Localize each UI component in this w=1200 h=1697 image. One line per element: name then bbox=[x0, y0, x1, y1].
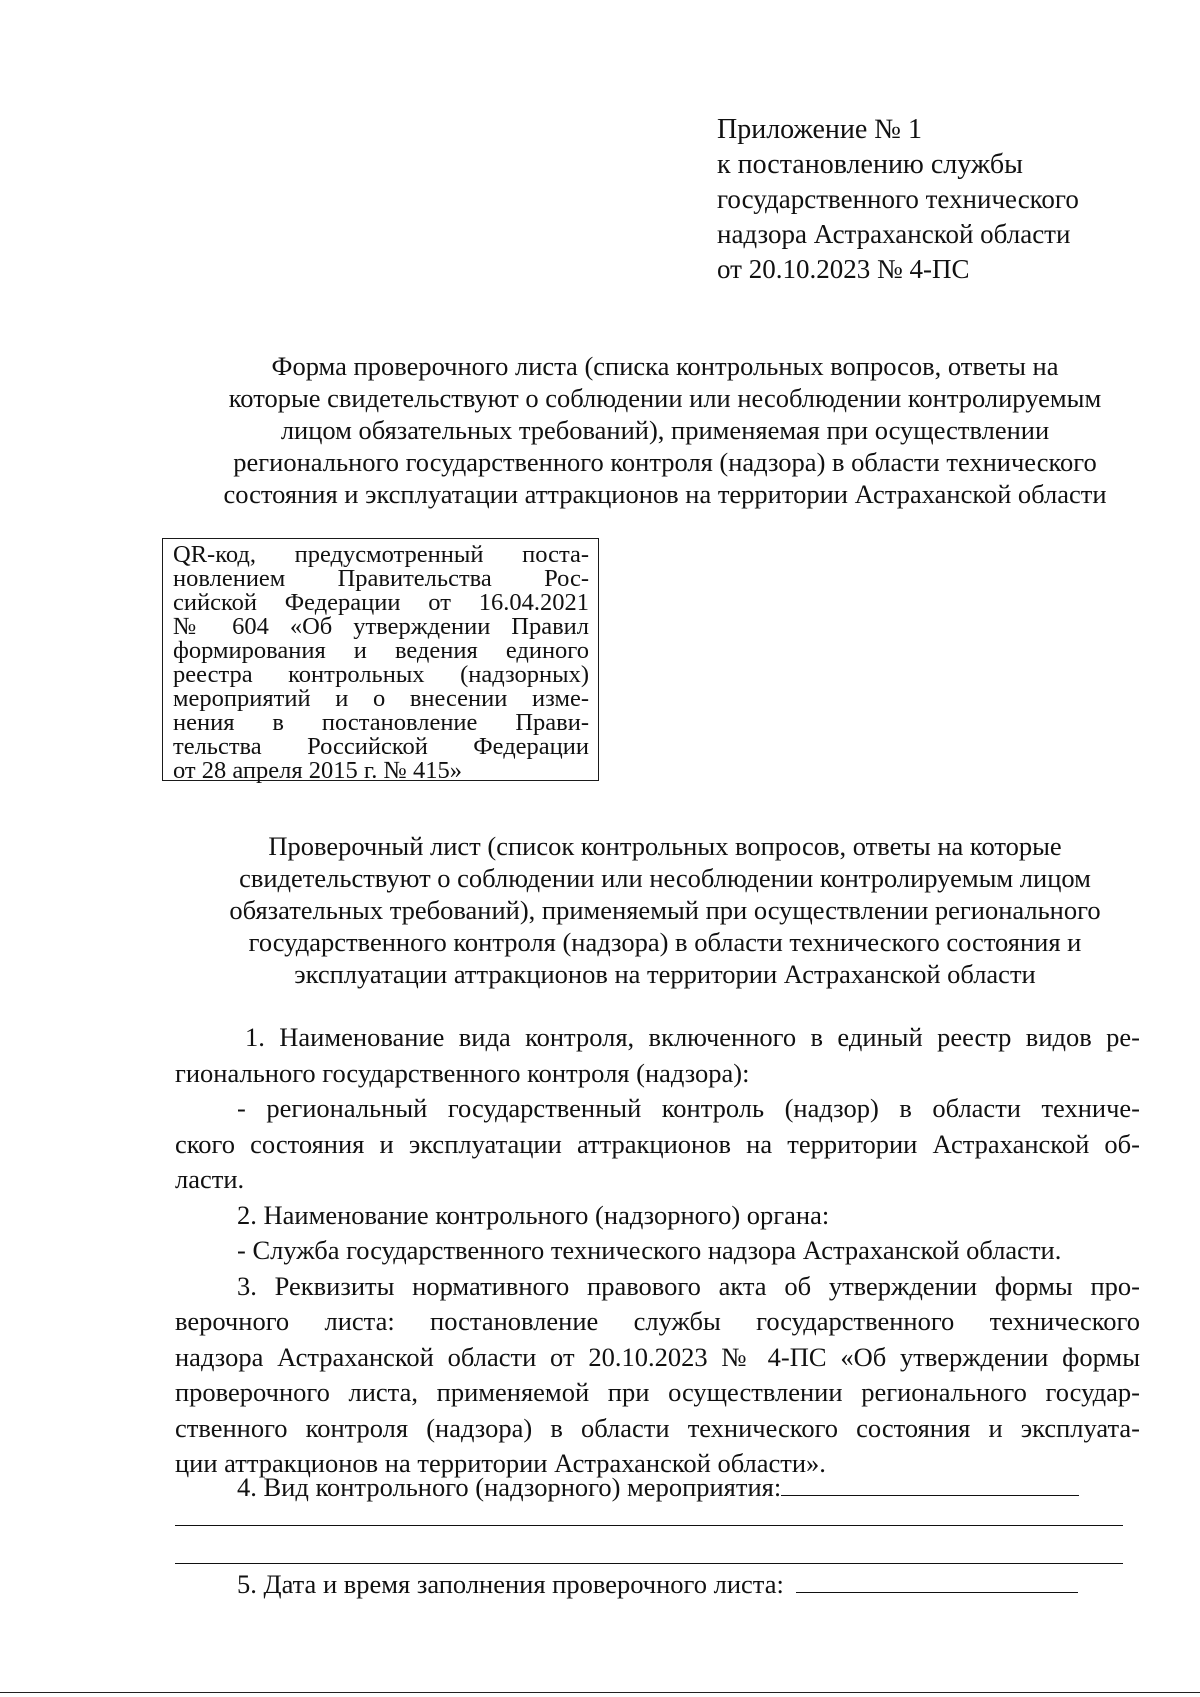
item-3-text: ственного контроля (надзора) в области технического состояния и эксплуата- bbox=[175, 1412, 1140, 1443]
appendix-line-4: надзора Астраханской области bbox=[717, 219, 1071, 249]
qr-box-line: мероприятий и о внесении изме- bbox=[173, 685, 589, 712]
appendix-line-3: государственного технического bbox=[717, 184, 1079, 214]
item-5-row bbox=[237, 1566, 1078, 1602]
item-3-text: 3. Реквизиты нормативного правового акта об утверждении формы про- bbox=[237, 1270, 1140, 1301]
item-1-text: гионального государственного контроля (надзора): bbox=[175, 1057, 750, 1088]
qr-box-line: QR-код, предусмотренный поста- bbox=[173, 541, 589, 568]
form-title bbox=[175, 350, 1155, 510]
checklist-title-line: обязательных требований), применяемый при осуществлении регионального bbox=[229, 895, 1101, 925]
qr-box-line: тельства Российской Федерации bbox=[173, 733, 589, 760]
checklist-title-line: свидетельствуют о соблюдении или несоблюдении контролируемым лицом bbox=[239, 863, 1091, 893]
appendix-date-number: от 20.10.2023 № 4-ПС bbox=[717, 254, 970, 284]
appendix-header bbox=[717, 112, 1157, 287]
checklist-title-line: Проверочный лист (список контрольных вопросов, ответы на которые bbox=[268, 831, 1062, 861]
qr-box-line: нения в постановление Прави- bbox=[173, 709, 589, 736]
item-4-label: 4. Вид контрольного (надзорного) мероприятия: bbox=[237, 1472, 782, 1502]
item-4-row bbox=[237, 1469, 1079, 1505]
form-title-line: Форма проверочного листа (списка контрольных вопросов, ответы на bbox=[271, 351, 1059, 381]
item-3-text: ции аттракционов на территории Астраханской области». bbox=[175, 1448, 826, 1478]
qr-box-line: реестра контрольных (надзорных) bbox=[173, 661, 589, 688]
checklist-title-line: эксплуатации аттракционов на территории Астраханской области bbox=[294, 959, 1036, 989]
item-4-input-line-2[interactable] bbox=[175, 1525, 1123, 1526]
page-bottom-edge bbox=[0, 1692, 1200, 1693]
checklist-body bbox=[175, 1020, 1140, 1482]
checklist-title-line: государственного контроля (надзора) в области технического состояния и bbox=[248, 927, 1082, 957]
form-title-line: состояния и эксплуатации аттракционов на территории Астраханской области bbox=[223, 479, 1107, 509]
item-1-text: 1. Наименование вида контроля, включенного в единый реестр видов ре- bbox=[245, 1022, 1140, 1052]
appendix-line-2: к постановлению службы bbox=[717, 149, 1023, 180]
item-2-value: - Служба государственного технического надзора Астраханской области. bbox=[237, 1235, 1062, 1265]
item-1-value: ласти. bbox=[175, 1164, 245, 1194]
item-4-input-line-3[interactable] bbox=[175, 1563, 1123, 1564]
qr-box-line: от 28 апреля 2015 г. № 415» bbox=[173, 757, 462, 784]
qr-box-line: сийской Федерации от 16.04.2021 bbox=[173, 589, 589, 616]
checklist-title bbox=[175, 830, 1155, 990]
item-1-value: ского состояния и эксплуатации аттракционов на территории Астраханской об- bbox=[175, 1128, 1140, 1159]
item-2-text: 2. Наименование контрольного (надзорного) органа: bbox=[237, 1199, 830, 1230]
item-1-value: - региональный государственный контроль (надзор) в области техниче- bbox=[237, 1093, 1140, 1123]
qr-box-line: № 604 «Об утверждении Правил bbox=[173, 613, 589, 640]
qr-code-placeholder-box bbox=[162, 538, 599, 784]
appendix-number: Приложение № 1 bbox=[717, 114, 922, 145]
form-title-line: регионального государственного контроля (надзора) в области технического bbox=[233, 447, 1097, 477]
item-5-label: 5. Дата и время заполнения проверочного листа: bbox=[237, 1569, 784, 1599]
item-5-input-line[interactable] bbox=[796, 1566, 1078, 1593]
item-3-text: верочного листа: постановление службы государственного технического bbox=[175, 1306, 1140, 1336]
qr-box-line: формирования и ведения единого bbox=[173, 637, 589, 664]
item-3-text: проверочного листа, применяемой при осуществлении регионального государ- bbox=[175, 1377, 1140, 1407]
form-title-line: которые свидетельствуют о соблюдении или несоблюдении контролируемым bbox=[228, 383, 1102, 413]
form-title-line: лицом обязательных требований), применяемая при осуществлении bbox=[280, 415, 1050, 445]
item-4-input-line[interactable] bbox=[781, 1469, 1079, 1496]
qr-box-line: новлением Правительства Рос- bbox=[173, 565, 589, 592]
item-3-text: надзора Астраханской области от 20.10.2023 № 4-ПС «Об утверждении формы bbox=[175, 1341, 1140, 1372]
